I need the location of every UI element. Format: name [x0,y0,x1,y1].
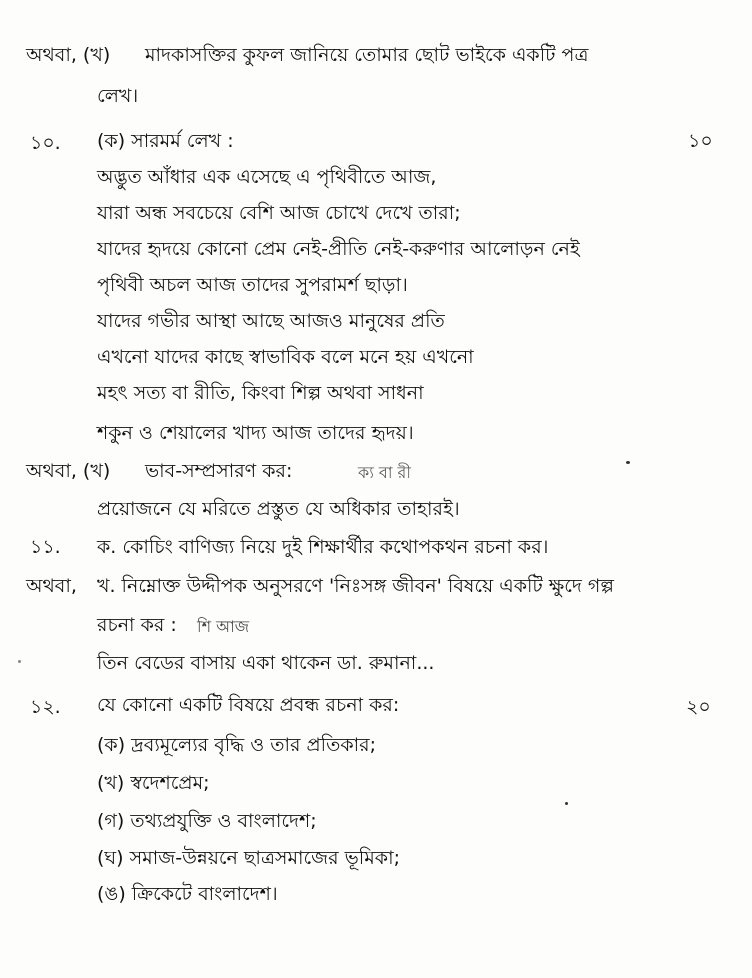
poem-line: অদ্ভুত আঁধার এক এসেছে এ পৃথিবীতে আজ, [97,166,437,188]
poem-line: পৃথিবী অচল আজ তাদের সুপরামর্শ ছাড়া। [97,274,408,296]
q11-text: ক. কোচিং বাণিজ্য নিয়ে দুই শিক্ষার্থীর কথোপকথন রচনা কর। [97,536,549,558]
q10b-label: অথবা, (খ) [26,460,111,482]
poem-line: শকুন ও শেয়ালের খাদ্য আজ তাদের হৃদয়। [97,422,414,444]
poem-line: যাদের গভীর আস্থা আছে আজও মানুষের প্রতি [97,310,445,332]
q12-heading: যে কোনো একটি বিষয়ে প্রবন্ধ রচনা কর: [97,694,400,716]
q11b-prompt: তিন বেডের বাসায় একা থাকেন ডা. রুমানা... [97,652,435,674]
q11b-stray-text: শি আজ [197,617,250,636]
q9b-text-cont: লেখ। [97,85,139,107]
poem-line: যারা অন্ধ সবচেয়ে বেশি আজ চোখে দেখে তারা; [97,202,461,224]
q10b-stray-text: ক্য বা রী [358,463,411,482]
ink-speck [565,802,568,805]
q10-marks: ১০ [688,130,713,152]
q11b-text-cont: রচনা কর : [97,614,177,636]
q10b-text: প্রয়োজনে যে মরিতে প্রস্তুত যে অধিকার তাহারই। [97,498,460,520]
q12-marks: ২০ [686,696,711,718]
essay-topic: (গ) তথ্যপ্রযুক্তি ও বাংলাদেশ; [97,810,317,832]
q12-number: ১২. [30,696,61,718]
q11-number: ১১. [30,536,61,558]
essay-topic: (ঙ) ক্রিকেটে বাংলাদেশ। [97,883,278,905]
essay-topic: (ক) দ্রব্যমূল্যের বৃদ্ধি ও তার প্রতিকার; [97,734,377,756]
q11b-label: অথবা, [26,575,77,597]
q10-heading: (ক) সারমর্ম লেখ : [97,130,234,152]
essay-topic: (খ) স্বদেশপ্রেম; [97,772,210,794]
ink-speck [18,660,21,663]
q10-number: ১০. [30,132,61,154]
q9b-text: মাদকাসক্তির কুফল জানিয়ে তোমার ছোট ভাইকে একটি পত্র [145,44,589,66]
q11b-text: খ. নিম্নোক্ত উদ্দীপক অনুসরণে 'নিঃসঙ্গ জীবন' বিষয়ে একটি ক্ষুদে গল্প [97,575,614,597]
essay-topic: (ঘ) সমাজ-উন্নয়নে ছাত্রসমাজের ভূমিকা; [97,847,400,869]
poem-line: মহৎ সত্য বা রীতি, কিংবা শিল্প অথবা সাধনা [97,382,424,404]
q10b-heading: ভাব-সম্প্রসারণ কর: [145,460,293,482]
q9b-label: অথবা, (খ) [26,44,111,66]
poem-line: এখনো যাদের কাছে স্বাভাবিক বলে মনে হয় এখনো [97,346,474,368]
poem-line: যাদের হৃদয়ে কোনো প্রেম নেই-প্রীতি নেই-করুণার আলোড়ন নেই [97,238,580,260]
ink-speck [626,461,630,464]
